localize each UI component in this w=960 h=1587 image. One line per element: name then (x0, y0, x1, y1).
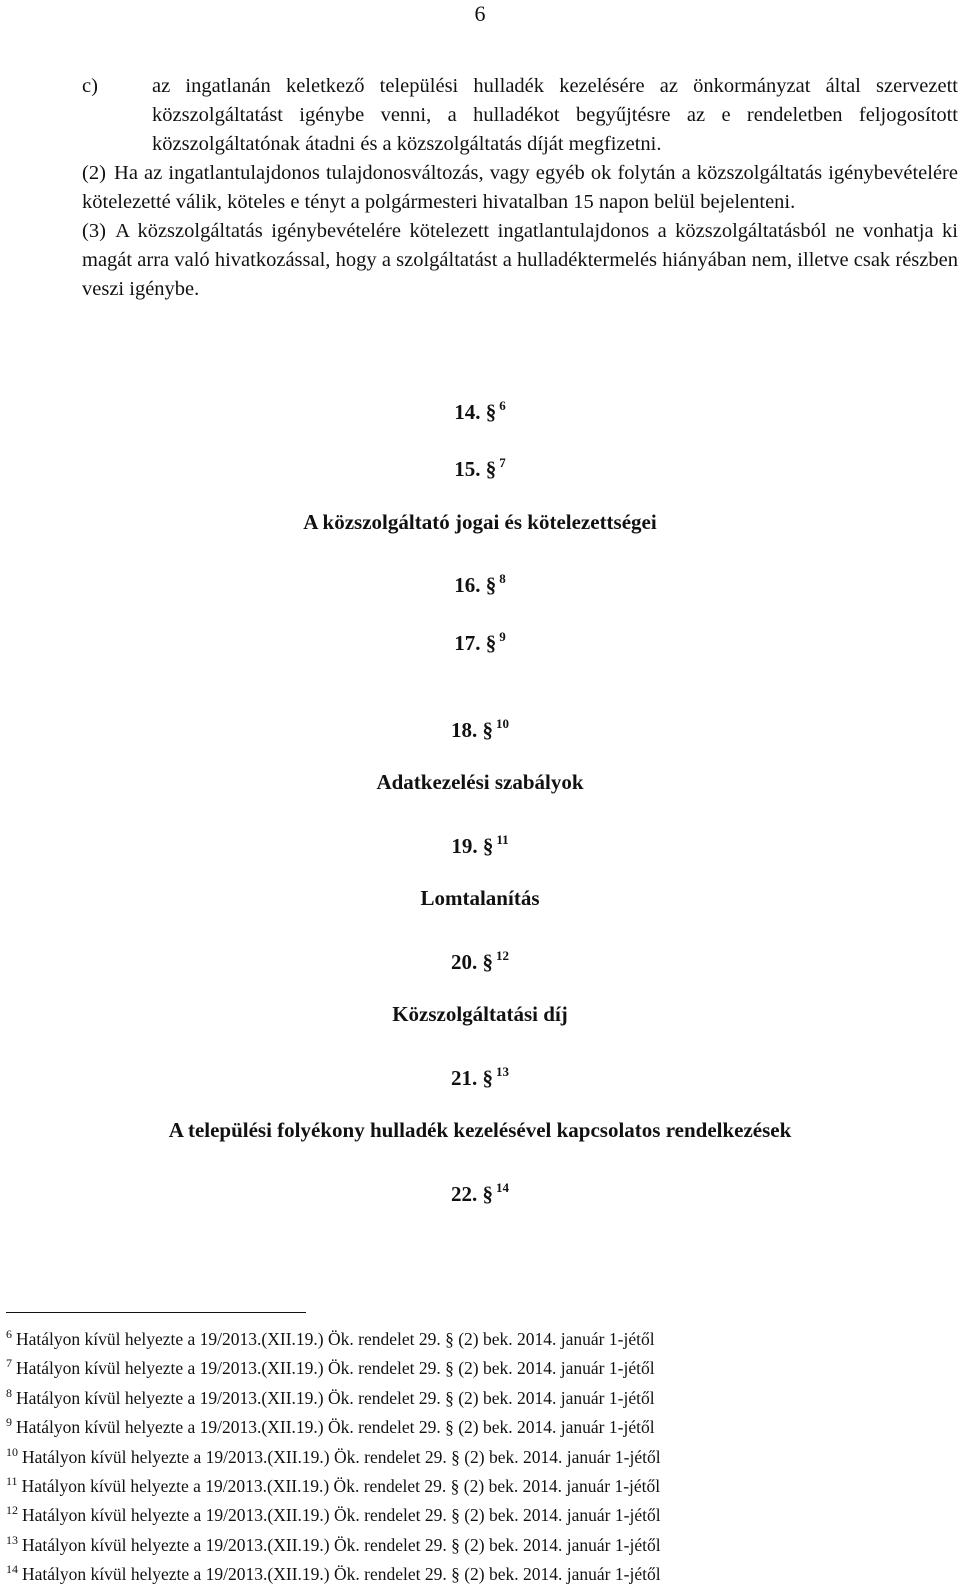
section-title: Adatkezelési szabályok (376, 770, 584, 794)
footnote-ref: 12 (496, 948, 509, 963)
section-heading-20: 20. § $^{12}$ (451, 948, 509, 974)
footnote-ref: 14 (496, 1180, 509, 1195)
section-heading-19: 19. § $^{11}$ (451, 832, 509, 858)
paragraph-text: Ha az ingatlantulajdonos tulajdonosváltozás, vagy egyéb ok folytán a közszolgáltatás igénybevételére kötelezetté válik, köteles e tényt a polgármesteri hivatalban 15 napon belül bejelenteni. (82, 162, 958, 213)
footnote-ref: 10 (496, 716, 509, 731)
section-heading-15: 15. § $^7$ (454, 455, 506, 481)
footnotes (6, 1322, 906, 1587)
paragraph-2 (82, 159, 958, 217)
section-heading-18: 18. § $^{10}$ (451, 716, 509, 742)
footnote-ref: 7 (499, 455, 506, 470)
section-heading-14: 14. § $^6$ (454, 398, 506, 424)
paragraph-text: A közszolgáltatás igénybevételére kötelezett ingatlantulajdonos a közszolgáltatásból ne vonhatja ki magát arra való hivatkozással, hogy a szolgáltatást a hulladéktermelés hiányában nem, illetve csak részben veszi igénybe. (82, 220, 958, 300)
footnote: $^{12}$ Hatályon kívül helyezte a 19/2013.(XII.19.) Ök. rendelet 29. § (2) bek. 2014. január 1-jétől (6, 1503, 661, 1526)
footnote: $^{14}$ Hatályon kívül helyezte a 19/2013.(XII.19.) Ök. rendelet 29. § (2) bek. 2014. január 1-jétől (6, 1562, 661, 1585)
footnote: $^7$ Hatályon kívül helyezte a 19/2013.(XII.19.) Ök. rendelet 29. § (2) bek. 2014. január 1-jétől (6, 1356, 655, 1379)
page-number: 6 (474, 1, 486, 26)
list-item-text: az ingatlanán keletkező települési hulladék kezelésére az önkormányzat által szervezett közszolgáltatást igénybe venni, a hulladékot begyűjtésre az e rendeletben feljogosított közszolgáltatónak átadni és a közszolgáltatás díját megfizetni. (152, 75, 958, 155)
paragraph-number: (3) (82, 220, 106, 242)
footnote: $^{13}$ Hatályon kívül helyezte a 19/2013.(XII.19.) Ök. rendelet 29. § (2) bek. 2014. január 1-jétől (6, 1532, 661, 1555)
footnote-ref: 8 (499, 571, 506, 586)
footnote: $^8$ Hatályon kívül helyezte a 19/2013.(XII.19.) Ök. rendelet 29. § (2) bek. 2014. január 1-jétől (6, 1385, 655, 1408)
section-heading-21: 21. § $^{13}$ (451, 1064, 509, 1090)
footnote: $^9$ Hatályon kívül helyezte a 19/2013.(XII.19.) Ök. rendelet 29. § (2) bek. 2014. január 1-jétől (6, 1415, 655, 1438)
footnote: $^{11}$ Hatályon kívül helyezte a 19/2013.(XII.19.) Ök. rendelet 29. § (2) bek. 2014. január 1-jétől (6, 1474, 661, 1497)
footnote-ref: 13 (496, 1064, 509, 1079)
footnote-divider (6, 1312, 306, 1313)
list-item-label: c) (82, 75, 98, 97)
section-title: A települési folyékony hulladék kezelésével kapcsolatos rendelkezések (168, 1118, 792, 1142)
section-title: A közszolgáltató jogai és kötelezettségei (303, 510, 657, 534)
paragraph-number: (2) (82, 162, 106, 184)
section-title: Lomtalanítás (420, 886, 540, 910)
section-heading-17: 17. § $^9$ (454, 629, 506, 655)
footnote-ref: 6 (499, 398, 506, 413)
footnote-ref: 9 (499, 629, 506, 644)
body-text (82, 72, 958, 304)
section-heading-16: 16. § $^8$ (454, 571, 506, 597)
footnote: $^{10}$ Hatályon kívül helyezte a 19/2013.(XII.19.) Ök. rendelet 29. § (2) bek. 2014. január 1-jétől (6, 1444, 661, 1467)
section-heading-22: 22. § $^{14}$ (451, 1180, 509, 1206)
footnote-ref: 11 (496, 832, 509, 847)
footnote: $^6$ Hatályon kívül helyezte a 19/2013.(XII.19.) Ök. rendelet 29. § (2) bek. 2014. január 1-jétől (6, 1327, 655, 1349)
list-item-c (82, 72, 958, 159)
paragraph-3 (82, 217, 958, 304)
section-title: Közszolgáltatási díj (392, 1002, 568, 1026)
